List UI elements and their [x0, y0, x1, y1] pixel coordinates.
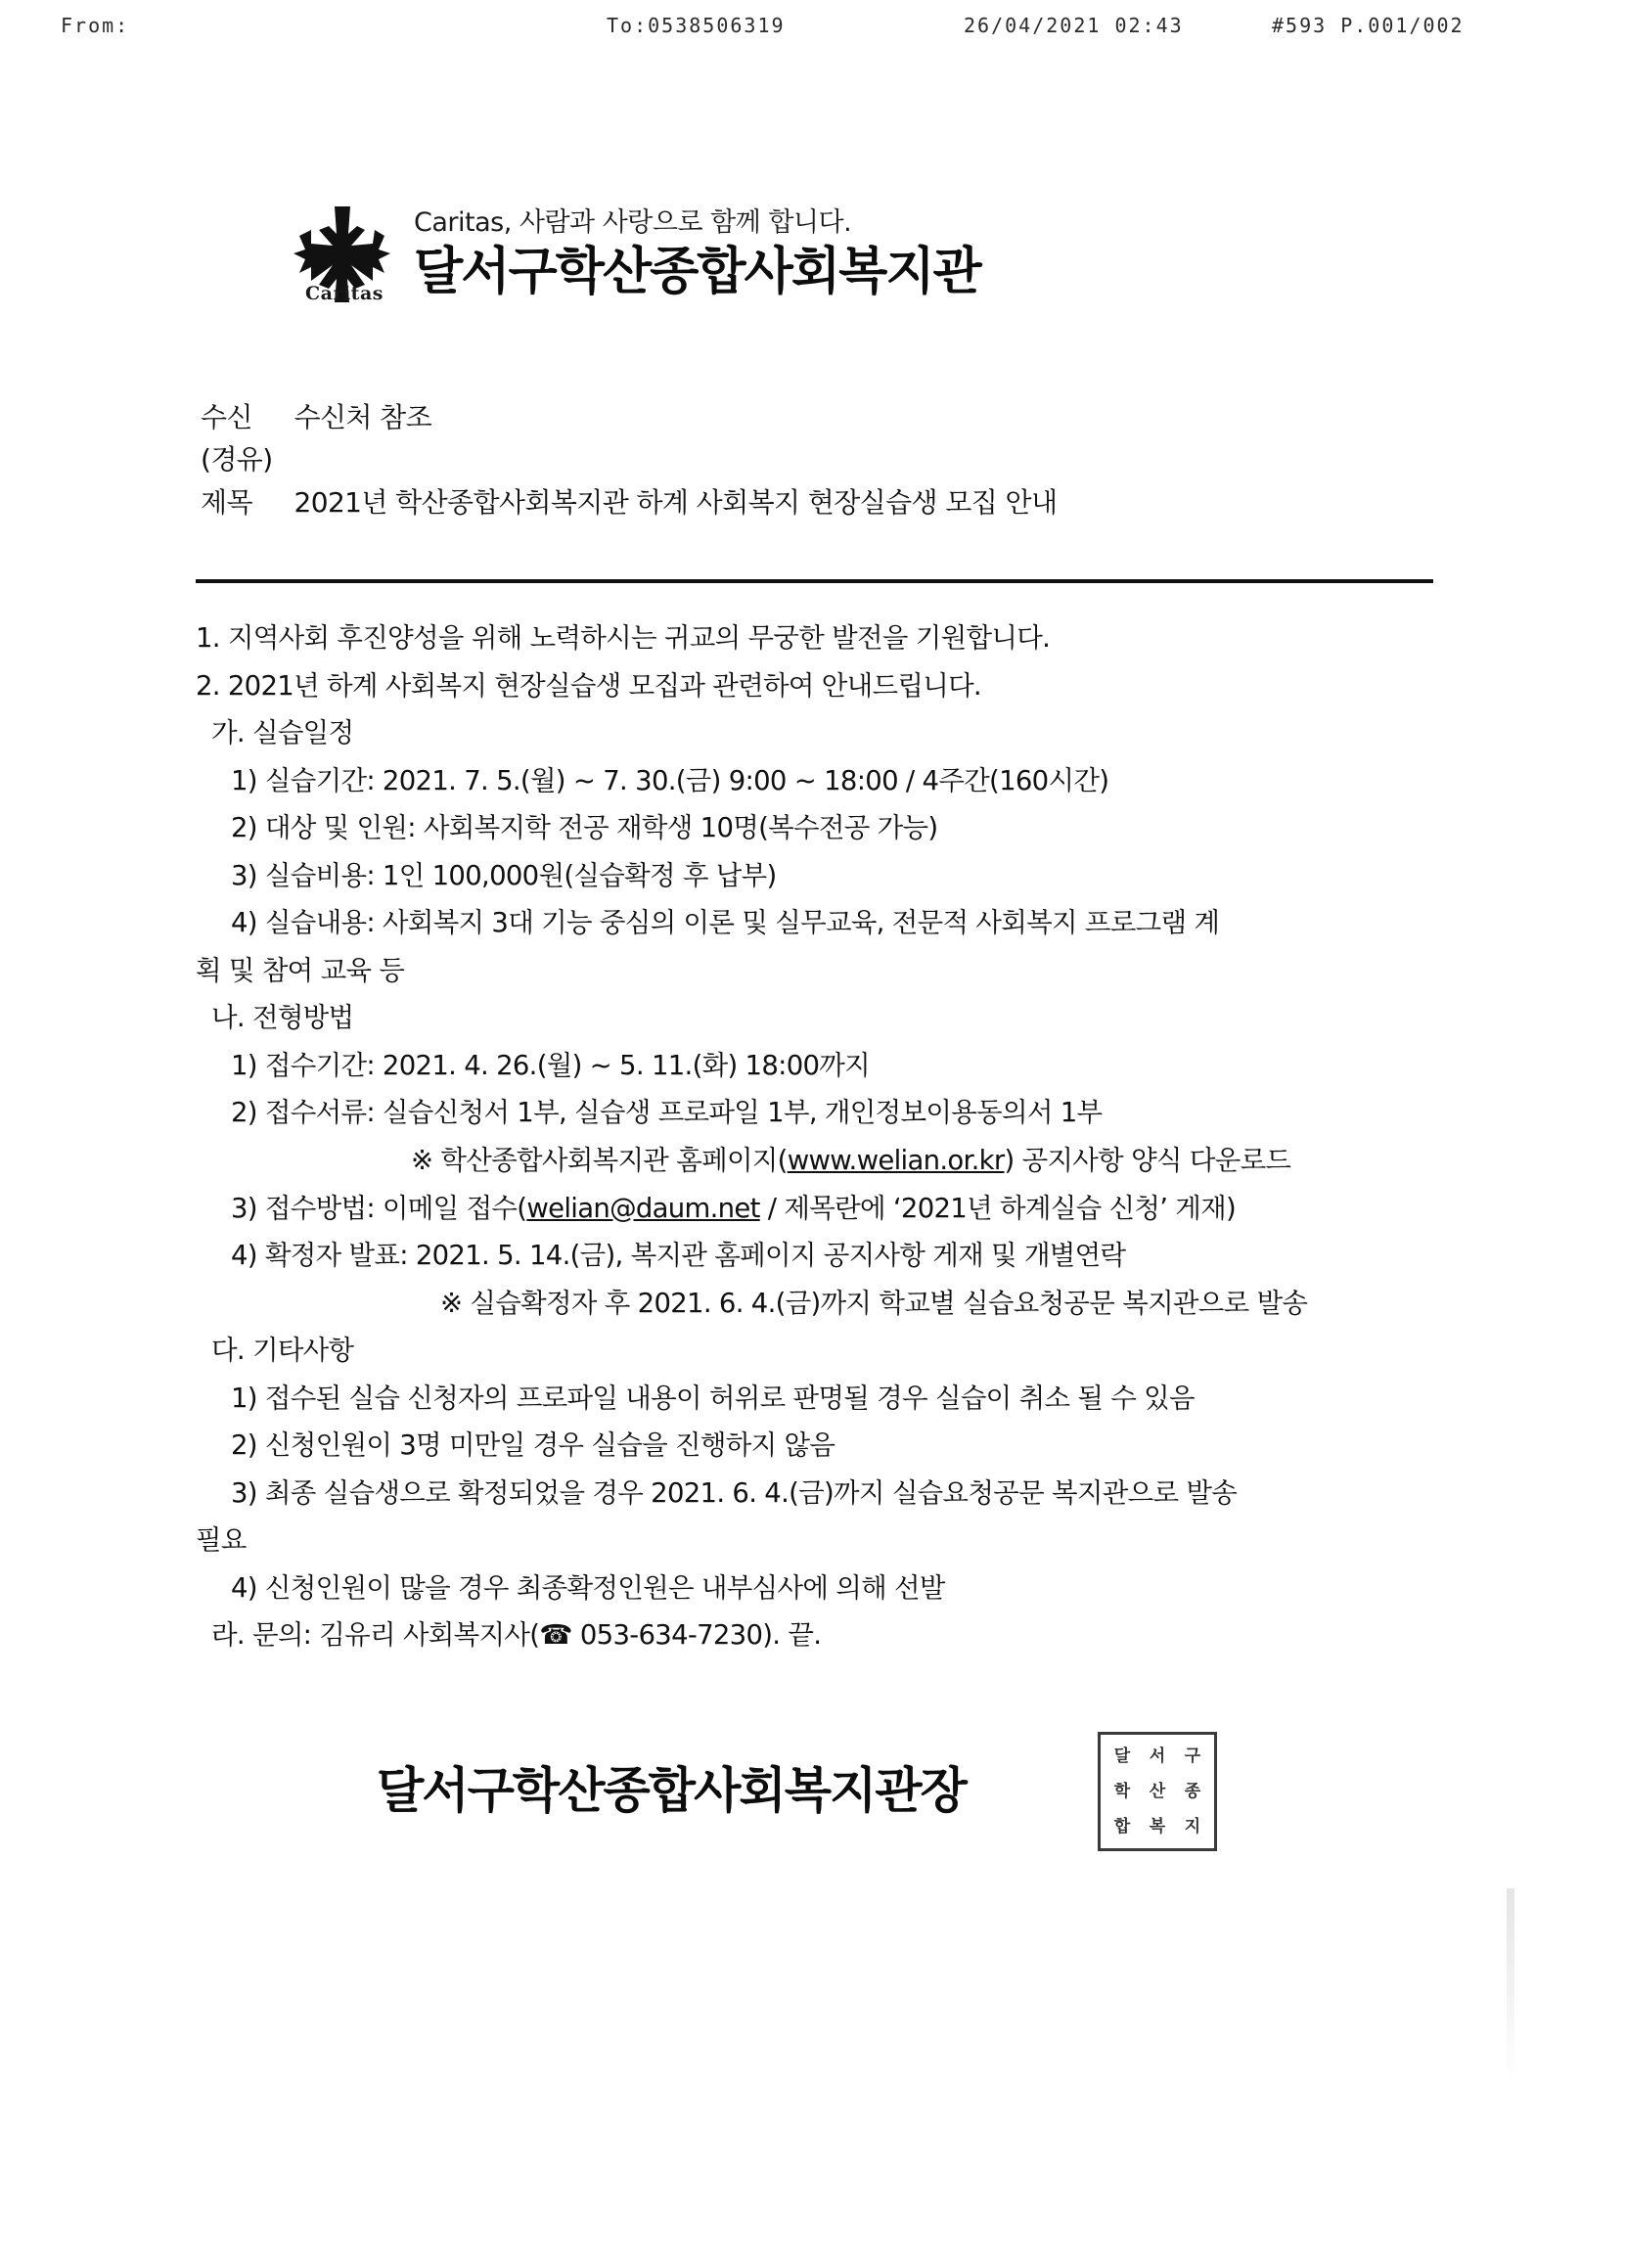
seal-glyph: 달	[1113, 1746, 1131, 1766]
body-line: 다. 기타사항	[211, 1335, 354, 1367]
subject-row	[201, 481, 1433, 523]
subject-value: 2021년 학산종합사회복지관 하계 사회복지 현장실습생 모집 안내	[293, 485, 1058, 519]
letterhead	[289, 201, 1365, 318]
header-divider	[196, 579, 1433, 583]
body-line: 획 및 참여 교육 등	[196, 954, 405, 986]
document-head	[201, 396, 1433, 523]
body-line: 2. 2021년 하계 사회복지 현장실습생 모집과 관련하여 안내드립니다.	[196, 669, 981, 702]
inline-link[interactable]: welian@daum.net	[526, 1192, 760, 1224]
body-line: 1) 실습기간: 2021. 7. 5.(월) ~ 7. 30.(금) 9:00 ~ 18:00 / 4주간(160시간)	[231, 764, 1109, 796]
seal-glyph: 종	[1184, 1781, 1201, 1801]
body-line: 가. 실습일정	[211, 717, 354, 749]
body-line: 3) 최종 실습생으로 확정되었을 경우 2021. 6. 4.(금)까지 실습요청공문 복지관으로 발송	[231, 1476, 1238, 1509]
body-line: 1) 접수된 실습 신청자의 프로파일 내용이 허위로 판명될 경우 실습이 취소 될 수 있음	[231, 1382, 1195, 1414]
body-line: 3) 접수방법: 이메일 접수(welian@daum.net / 제목란에 ‘2021년 하계실습 신청’ 게재)	[231, 1192, 1237, 1224]
subject-label: 제목	[201, 485, 252, 519]
seal-glyph: 서	[1149, 1746, 1166, 1766]
body-line: 3) 실습비용: 1인 100,000원(실습확정 후 납부)	[231, 859, 777, 891]
recipient-row	[201, 396, 1433, 438]
recipient-label: 수신	[201, 401, 252, 433]
fax-datetime: 26/04/2021 02:43	[964, 14, 1184, 37]
fax-header	[0, 14, 1625, 53]
official-seal	[1098, 1732, 1217, 1851]
body-line: ※ 실습확정자 후 2021. 6. 4.(금)까지 학교별 실습요청공문 복지관으로 발송	[440, 1287, 1308, 1319]
body-line: 라. 문의: 김유리 사회복지사(☎ 053-634-7230). 끝.	[211, 1619, 822, 1652]
body-line: 1) 접수기간: 2021. 4. 26.(월) ~ 5. 11.(화) 18:00까지	[231, 1049, 871, 1081]
organization-name: 달서구학산종합사회복지관	[414, 243, 980, 301]
body-line: 2) 접수서류: 실습신청서 1부, 실습생 프로파일 1부, 개인정보이용동의서 1부	[231, 1097, 1103, 1129]
body-line: 4) 신청인원이 많을 경우 최종확정인원은 내부심사에 의해 선발	[231, 1571, 945, 1604]
via-row: (경유)	[201, 443, 273, 476]
seal-glyph: 합	[1113, 1816, 1131, 1837]
seal-glyph: 구	[1184, 1746, 1201, 1766]
letterhead-slogan: Caritas, 사람과 사랑으로 함께 합니다.	[414, 207, 852, 238]
seal-glyph: 지	[1184, 1816, 1201, 1837]
signature-title: 달서구학산종합사회복지관장	[377, 1762, 966, 1819]
body-line: ※ 학산종합사회복지관 홈페이지(www.welian.or.kr) 공지사항 양식 다운로드	[411, 1145, 1291, 1177]
body-line: 2) 신청인원이 3명 미만일 경우 실습을 진행하지 않음	[231, 1429, 835, 1462]
recipient-value: 수신처 참조	[293, 401, 432, 433]
caritas-wordmark: Caritas	[305, 283, 384, 304]
document-body	[196, 616, 1458, 1661]
inline-link[interactable]: www.welian.or.kr	[787, 1145, 1005, 1177]
body-line: 2) 대상 및 인원: 사회복지학 전공 재학생 10명(복수전공 가능)	[231, 812, 938, 844]
fax-to-number: To:0538506319	[607, 14, 786, 37]
fax-from-label: From:	[61, 14, 130, 37]
body-line: 1. 지역사회 후진양성을 위해 노력하시는 귀교의 무궁한 발전을 기원합니다.	[196, 622, 1051, 654]
seal-glyph: 복	[1149, 1816, 1166, 1837]
seal-glyph: 학	[1113, 1781, 1131, 1801]
seal-glyph: 산	[1149, 1781, 1166, 1801]
body-line: 나. 전형방법	[211, 1002, 354, 1034]
body-line: 필요	[196, 1524, 247, 1557]
body-line: 4) 실습내용: 사회복지 3대 기능 중심의 이론 및 실무교육, 전문적 사회복지 프로그램 계	[231, 907, 1220, 939]
scan-artifact	[1507, 1888, 1514, 2084]
body-line: 4) 확정자 발표: 2021. 5. 14.(금), 복지관 홈페이지 공지사항 게재 및 개별연락	[231, 1240, 1126, 1272]
fax-page-count: #593 P.001/002	[1272, 14, 1465, 37]
